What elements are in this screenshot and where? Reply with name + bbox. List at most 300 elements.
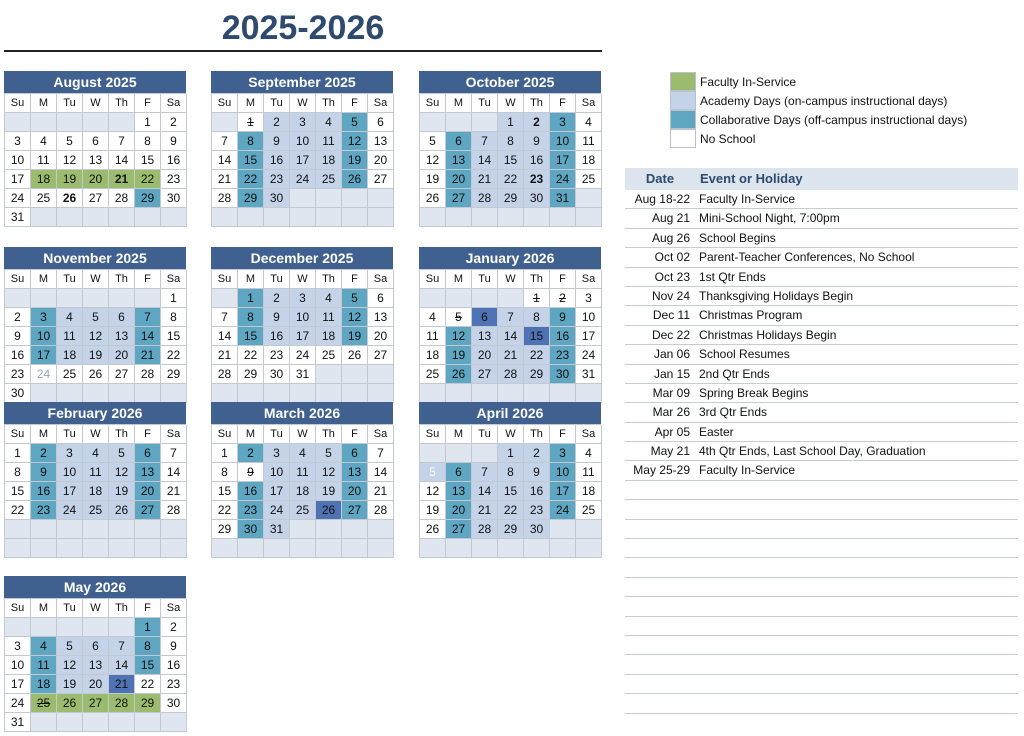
- events-date-header: Date: [645, 171, 675, 186]
- day-cell: 13: [472, 327, 498, 346]
- day-cell: 31: [5, 208, 31, 227]
- day-cell: 25: [83, 501, 109, 520]
- day-cell: 3: [550, 113, 576, 132]
- day-cell: 27: [472, 365, 498, 384]
- empty-cell: [524, 384, 550, 403]
- day-cell: 26: [342, 346, 368, 365]
- day-cell: 6: [472, 308, 498, 327]
- day-cell: 8: [238, 308, 264, 327]
- day-cell: 29: [524, 365, 550, 384]
- weekday-header: Th: [524, 94, 550, 113]
- day-cell: 30: [550, 365, 576, 384]
- weekday-header: W: [498, 270, 524, 289]
- empty-cell: [316, 208, 342, 227]
- day-cell: 17: [550, 151, 576, 170]
- event-row: [625, 403, 1018, 422]
- month-calendar: [211, 402, 393, 558]
- day-cell: 3: [31, 308, 57, 327]
- empty-cell: [83, 539, 109, 558]
- empty-cell: [368, 520, 394, 539]
- day-cell: 21: [161, 482, 187, 501]
- blank-line: [625, 694, 1018, 713]
- event-name: Mini-School Night, 7:00pm: [699, 211, 840, 226]
- empty-cell: [83, 618, 109, 637]
- day-cell: 15: [238, 151, 264, 170]
- day-cell: 25: [316, 170, 342, 189]
- empty-cell: [342, 365, 368, 384]
- empty-cell: [57, 208, 83, 227]
- day-cell: 22: [238, 170, 264, 189]
- day-cell: 26: [57, 189, 83, 208]
- day-cell: 2: [161, 113, 187, 132]
- day-cell: 2: [524, 113, 550, 132]
- day-cell: 3: [550, 444, 576, 463]
- day-cell: 20: [135, 482, 161, 501]
- day-cell: 19: [446, 346, 472, 365]
- weekday-header: W: [498, 94, 524, 113]
- event-name: 4th Qtr Ends, Last School Day, Graduation: [699, 444, 926, 459]
- day-cell: 9: [31, 463, 57, 482]
- event-name: School Begins: [699, 230, 776, 245]
- day-cell: 5: [446, 308, 472, 327]
- day-cell: 9: [161, 637, 187, 656]
- day-cell: 11: [31, 656, 57, 675]
- day-cell: 17: [31, 346, 57, 365]
- day-cell: 4: [576, 444, 602, 463]
- day-cell: 11: [420, 327, 446, 346]
- empty-cell: [446, 208, 472, 227]
- day-cell: 9: [524, 132, 550, 151]
- weekday-header: Tu: [57, 94, 83, 113]
- month-calendar: [4, 402, 186, 558]
- weekday-header: M: [31, 270, 57, 289]
- event-row: [625, 287, 1018, 306]
- day-cell: 25: [31, 189, 57, 208]
- day-cell: 19: [57, 675, 83, 694]
- day-cell: 23: [550, 346, 576, 365]
- day-cell: 20: [446, 501, 472, 520]
- day-cell: 21: [135, 346, 161, 365]
- day-cell: 16: [161, 656, 187, 675]
- weekday-header: W: [290, 270, 316, 289]
- weekday-header: W: [83, 599, 109, 618]
- blank-line: [625, 655, 1018, 674]
- day-cell: 22: [498, 170, 524, 189]
- empty-cell: [550, 384, 576, 403]
- day-cell: 26: [57, 694, 83, 713]
- weekday-header: Tu: [472, 94, 498, 113]
- weekday-header: F: [550, 94, 576, 113]
- day-cell: 18: [290, 482, 316, 501]
- day-cell: 3: [290, 113, 316, 132]
- day-cell: 4: [316, 289, 342, 308]
- day-cell: 23: [264, 170, 290, 189]
- day-cell: 13: [446, 482, 472, 501]
- empty-cell: [109, 289, 135, 308]
- day-cell: 22: [5, 501, 31, 520]
- legend-swatch: [670, 129, 696, 148]
- blank-line: [625, 636, 1018, 655]
- day-cell: 19: [342, 327, 368, 346]
- empty-cell: [31, 618, 57, 637]
- day-cell: 5: [420, 132, 446, 151]
- month-calendar: [211, 71, 393, 227]
- day-cell: 15: [161, 327, 187, 346]
- empty-cell: [446, 289, 472, 308]
- day-cell: 19: [57, 170, 83, 189]
- weekday-header: Su: [420, 270, 446, 289]
- empty-cell: [238, 208, 264, 227]
- event-row: [625, 268, 1018, 287]
- events-event-header: Event or Holiday: [700, 171, 803, 186]
- day-cell: 13: [135, 463, 161, 482]
- empty-cell: [238, 384, 264, 403]
- month-calendar: [419, 71, 601, 227]
- empty-cell: [83, 384, 109, 403]
- event-row: [625, 190, 1018, 209]
- weekday-header: Su: [420, 94, 446, 113]
- weekday-header: Th: [316, 270, 342, 289]
- event-date: Oct 02: [654, 250, 690, 265]
- weekday-header: Tu: [57, 599, 83, 618]
- empty-cell: [31, 539, 57, 558]
- empty-cell: [576, 189, 602, 208]
- day-cell: 13: [83, 151, 109, 170]
- day-cell: 19: [342, 151, 368, 170]
- day-cell: 13: [368, 308, 394, 327]
- day-cell: 9: [264, 308, 290, 327]
- day-cell: 8: [238, 132, 264, 151]
- empty-cell: [420, 113, 446, 132]
- empty-cell: [368, 384, 394, 403]
- legend-swatch: [670, 110, 696, 129]
- day-cell: 27: [109, 365, 135, 384]
- month-title: April 2026: [419, 402, 601, 424]
- day-cell: 9: [550, 308, 576, 327]
- day-cell: 4: [31, 637, 57, 656]
- weekday-header: Sa: [576, 94, 602, 113]
- day-cell: 30: [238, 520, 264, 539]
- event-row: [625, 229, 1018, 248]
- day-cell: 10: [550, 132, 576, 151]
- day-cell: 8: [135, 132, 161, 151]
- day-cell: 18: [316, 327, 342, 346]
- empty-cell: [264, 384, 290, 403]
- day-cell: 28: [109, 694, 135, 713]
- day-cell: 10: [550, 463, 576, 482]
- day-cell: 19: [420, 501, 446, 520]
- empty-cell: [368, 365, 394, 384]
- day-cell: 19: [83, 346, 109, 365]
- day-cell: 11: [576, 132, 602, 151]
- empty-cell: [524, 208, 550, 227]
- day-cell: 9: [238, 463, 264, 482]
- day-cell: 9: [5, 327, 31, 346]
- empty-cell: [5, 113, 31, 132]
- day-cell: 22: [524, 346, 550, 365]
- weekday-header: Sa: [161, 270, 187, 289]
- day-cell: 2: [238, 444, 264, 463]
- event-date: May 25-29: [633, 463, 690, 478]
- day-cell: 12: [83, 327, 109, 346]
- day-cell: 19: [420, 170, 446, 189]
- day-cell: 27: [446, 520, 472, 539]
- events-table: [625, 168, 1018, 714]
- weekday-header: Sa: [161, 599, 187, 618]
- day-cell: 24: [290, 170, 316, 189]
- empty-cell: [342, 189, 368, 208]
- empty-cell: [316, 520, 342, 539]
- day-cell: 24: [5, 694, 31, 713]
- day-cell: 22: [238, 346, 264, 365]
- event-row: [625, 442, 1018, 461]
- day-cell: 28: [472, 520, 498, 539]
- event-date: Oct 23: [654, 269, 690, 284]
- event-date: Aug 18-22: [634, 192, 690, 206]
- day-cell: 9: [161, 132, 187, 151]
- day-cell: 18: [57, 346, 83, 365]
- empty-cell: [212, 208, 238, 227]
- day-cell: 17: [5, 675, 31, 694]
- weekday-header: Su: [212, 425, 238, 444]
- weekday-header: M: [31, 425, 57, 444]
- weekday-header: F: [135, 599, 161, 618]
- event-row: [625, 345, 1018, 364]
- day-cell: 1: [498, 444, 524, 463]
- day-cell: 15: [135, 151, 161, 170]
- day-cell: 24: [264, 501, 290, 520]
- weekday-header: Su: [212, 94, 238, 113]
- legend-item: [670, 110, 967, 129]
- empty-cell: [498, 384, 524, 403]
- day-cell: 27: [83, 189, 109, 208]
- day-cell: 29: [212, 520, 238, 539]
- event-row: [625, 306, 1018, 325]
- day-cell: 12: [109, 463, 135, 482]
- weekday-header: Tu: [264, 94, 290, 113]
- day-cell: 21: [472, 501, 498, 520]
- day-cell: 17: [57, 482, 83, 501]
- day-cell: 28: [498, 365, 524, 384]
- empty-cell: [83, 113, 109, 132]
- day-cell: 7: [135, 308, 161, 327]
- event-date: May 21: [650, 444, 690, 459]
- weekday-header: Tu: [57, 270, 83, 289]
- event-row: [625, 461, 1018, 480]
- day-cell: 15: [5, 482, 31, 501]
- event-row: [625, 209, 1018, 228]
- day-cell: 8: [5, 463, 31, 482]
- empty-cell: [83, 713, 109, 732]
- weekday-header: Tu: [264, 425, 290, 444]
- empty-cell: [290, 539, 316, 558]
- weekday-header: Sa: [161, 94, 187, 113]
- day-cell: 14: [368, 463, 394, 482]
- empty-cell: [31, 713, 57, 732]
- empty-cell: [368, 539, 394, 558]
- empty-cell: [446, 113, 472, 132]
- month-grid: [419, 93, 601, 227]
- day-cell: 17: [290, 327, 316, 346]
- day-cell: 12: [57, 656, 83, 675]
- day-cell: 3: [576, 289, 602, 308]
- day-cell: 29: [498, 520, 524, 539]
- day-cell: 12: [316, 463, 342, 482]
- empty-cell: [135, 208, 161, 227]
- weekday-header: Th: [316, 94, 342, 113]
- empty-cell: [264, 539, 290, 558]
- day-cell: 21: [109, 170, 135, 189]
- weekday-header: F: [135, 94, 161, 113]
- day-cell: 29: [135, 189, 161, 208]
- empty-cell: [109, 520, 135, 539]
- empty-cell: [57, 384, 83, 403]
- month-calendar: [4, 71, 186, 227]
- day-cell: 22: [212, 501, 238, 520]
- day-cell: 3: [5, 637, 31, 656]
- empty-cell: [420, 384, 446, 403]
- month-title: December 2025: [211, 247, 393, 269]
- day-cell: 19: [109, 482, 135, 501]
- day-cell: 8: [524, 308, 550, 327]
- day-cell: 5: [57, 132, 83, 151]
- blank-line: [625, 500, 1018, 519]
- event-date: Mar 09: [652, 385, 690, 400]
- empty-cell: [161, 539, 187, 558]
- day-cell: 13: [83, 656, 109, 675]
- empty-cell: [5, 539, 31, 558]
- weekday-header: F: [135, 270, 161, 289]
- day-cell: 21: [498, 346, 524, 365]
- day-cell: 10: [5, 151, 31, 170]
- empty-cell: [264, 208, 290, 227]
- day-cell: 20: [446, 170, 472, 189]
- day-cell: 6: [446, 463, 472, 482]
- day-cell: 14: [109, 151, 135, 170]
- day-cell: 4: [290, 444, 316, 463]
- day-cell: 31: [264, 520, 290, 539]
- day-cell: 27: [368, 346, 394, 365]
- empty-cell: [342, 208, 368, 227]
- weekday-header: Su: [5, 270, 31, 289]
- day-cell: 12: [57, 151, 83, 170]
- day-cell: 11: [83, 463, 109, 482]
- empty-cell: [83, 208, 109, 227]
- empty-cell: [5, 289, 31, 308]
- blank-line: [625, 597, 1018, 616]
- day-cell: 5: [420, 463, 446, 482]
- day-cell: 27: [368, 170, 394, 189]
- legend-label: No School: [700, 131, 756, 146]
- day-cell: 28: [212, 189, 238, 208]
- empty-cell: [161, 384, 187, 403]
- day-cell: 18: [420, 346, 446, 365]
- empty-cell: [161, 520, 187, 539]
- empty-cell: [31, 208, 57, 227]
- empty-cell: [31, 289, 57, 308]
- day-cell: 1: [524, 289, 550, 308]
- day-cell: 26: [446, 365, 472, 384]
- legend-label: Collaborative Days (off-campus instructional days): [700, 112, 968, 127]
- day-cell: 4: [316, 113, 342, 132]
- legend-label: Faculty In-Service: [700, 74, 797, 89]
- day-cell: 17: [264, 482, 290, 501]
- day-cell: 18: [31, 675, 57, 694]
- empty-cell: [31, 520, 57, 539]
- day-cell: 1: [498, 113, 524, 132]
- day-cell: 1: [135, 113, 161, 132]
- empty-cell: [524, 539, 550, 558]
- weekday-header: F: [550, 425, 576, 444]
- weekday-header: Th: [524, 425, 550, 444]
- day-cell: 16: [264, 151, 290, 170]
- empty-cell: [212, 384, 238, 403]
- month-title: November 2025: [4, 247, 186, 269]
- day-cell: 1: [135, 618, 161, 637]
- empty-cell: [57, 113, 83, 132]
- day-cell: 15: [135, 656, 161, 675]
- day-cell: 3: [290, 289, 316, 308]
- empty-cell: [316, 189, 342, 208]
- empty-cell: [109, 618, 135, 637]
- day-cell: 15: [498, 482, 524, 501]
- weekday-header: Su: [5, 94, 31, 113]
- day-cell: 11: [31, 151, 57, 170]
- empty-cell: [5, 618, 31, 637]
- day-cell: 10: [290, 132, 316, 151]
- weekday-header: Su: [5, 599, 31, 618]
- day-cell: 25: [576, 170, 602, 189]
- day-cell: 18: [316, 151, 342, 170]
- day-cell: 29: [498, 189, 524, 208]
- day-cell: 2: [5, 308, 31, 327]
- legend-item: [670, 91, 967, 110]
- event-name: Easter: [699, 424, 734, 439]
- blank-line: [625, 675, 1018, 694]
- day-cell: 18: [83, 482, 109, 501]
- empty-cell: [109, 384, 135, 403]
- empty-cell: [368, 208, 394, 227]
- weekday-header: Th: [109, 425, 135, 444]
- day-cell: 23: [264, 346, 290, 365]
- weekday-header: F: [342, 270, 368, 289]
- day-cell: 2: [264, 289, 290, 308]
- weekday-header: W: [498, 425, 524, 444]
- day-cell: 20: [368, 151, 394, 170]
- blank-line: [625, 481, 1018, 500]
- empty-cell: [472, 444, 498, 463]
- month-calendar: [419, 247, 601, 403]
- day-cell: 31: [290, 365, 316, 384]
- day-cell: 30: [524, 189, 550, 208]
- event-name: Spring Break Begins: [699, 385, 809, 400]
- day-cell: 3: [5, 132, 31, 151]
- day-cell: 6: [368, 289, 394, 308]
- empty-cell: [550, 208, 576, 227]
- empty-cell: [135, 384, 161, 403]
- day-cell: 12: [342, 132, 368, 151]
- day-cell: 14: [212, 151, 238, 170]
- weekday-header: Sa: [576, 270, 602, 289]
- day-cell: 2: [31, 444, 57, 463]
- blank-line: [625, 578, 1018, 597]
- day-cell: 28: [109, 189, 135, 208]
- legend-item: [670, 129, 967, 148]
- day-cell: 6: [83, 637, 109, 656]
- day-cell: 5: [342, 113, 368, 132]
- month-grid: [419, 424, 601, 558]
- empty-cell: [161, 713, 187, 732]
